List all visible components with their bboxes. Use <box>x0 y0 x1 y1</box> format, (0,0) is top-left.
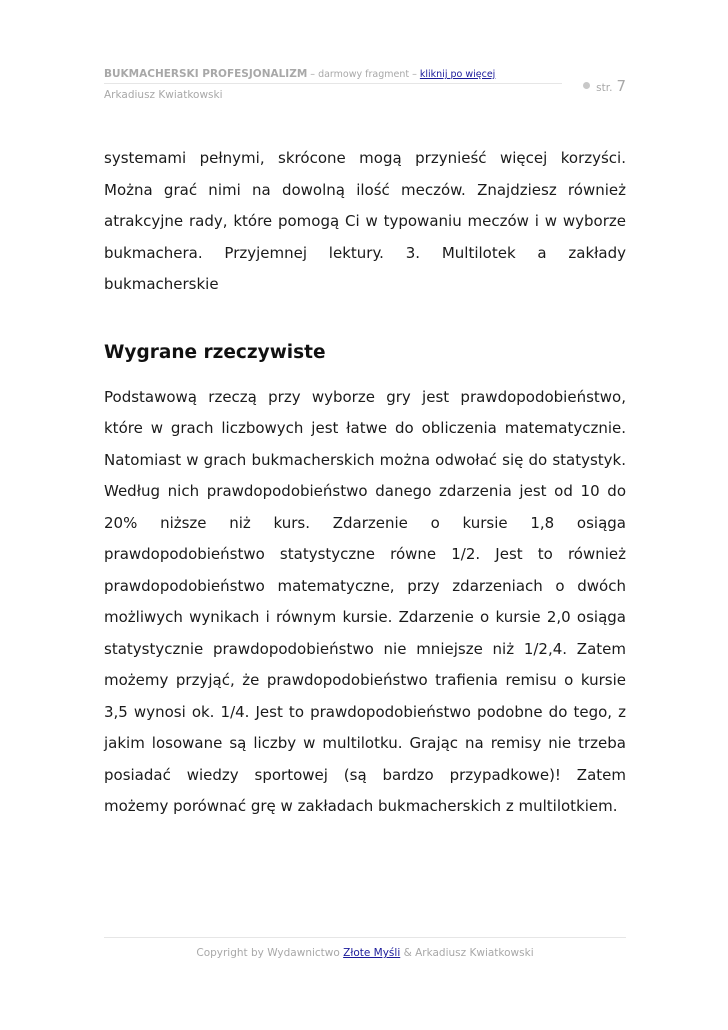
page-header <box>104 63 626 103</box>
header-title-line <box>104 68 495 80</box>
bullet-icon <box>583 82 590 89</box>
header-author: Arkadiusz Kwiatkowski <box>104 89 223 101</box>
header-separator: – darmowy fragment – <box>307 69 420 80</box>
book-title: BUKMACHERSKI PROFESJONALIZM <box>104 68 308 80</box>
page-footer <box>104 937 626 959</box>
page-content <box>104 143 626 823</box>
more-link[interactable]: kliknij po więcej <box>419 69 496 80</box>
intro-paragraph: systemami pełnymi, skrócone mogą przynieść więcej korzyści. Można grać nimi na dowolną ilość meczów. Znajdziesz również atrakcyjne rady, które pomogą Ci w typowaniu meczów i w wyborze bukmachera. Przyjemnej lektury. 3. Multilotek a zakłady bukmacherskie <box>104 149 626 293</box>
footer-divider <box>104 937 626 938</box>
footer-prefix: Copyright by Wydawnictwo <box>196 947 344 959</box>
page-number-block <box>583 76 626 95</box>
page-number: 7 <box>616 77 626 95</box>
publisher-link[interactable]: Złote Myśli <box>343 947 401 959</box>
footer-copyright <box>104 947 626 959</box>
footer-suffix: & Arkadiusz Kwiatkowski <box>400 947 534 959</box>
body-paragraph: Podstawową rzeczą przy wyborze gry jest prawdopodobieństwo, które w grach liczbowych jest łatwe do obliczenia matematycznie. Natomiast w grach bukmacherskich można odwołać się do statystyk. Według nich prawdopodobieństwo danego zdarzenia jest od 10 do 20% niższe niż kurs. Zdarzenie o kursie 1,8 osiąga prawdopodobieństwo statystyczne równe 1/2. Jest to również prawdopodobieństwo matematyczne, przy zdarzeniach o dwóch możliwych wynikach i równym kursie. Zdarzenie o kursie 2,0 osiąga statystycznie prawdopodobieństwo nie mniejsze niż 1/2,4. Zatem możemy przyjąć, że prawdopodobieństwo trafienia remisu o kursie 3,5 wynosi ok. 1/4. Jest to prawdopodobieństwo podobne do tego, z jakim losowane są liczby w multilotku. Grając na remisy nie trzeba posiadać wiedzy sportowej (są bardzo przypadkowe)! Zatem możemy porównać grę w zakładach bukmacherskich z multilotkiem. <box>104 387 626 815</box>
header-divider <box>104 83 562 84</box>
section-title: Wygrane rzeczywiste <box>104 341 326 363</box>
page-label: str. <box>596 82 613 94</box>
